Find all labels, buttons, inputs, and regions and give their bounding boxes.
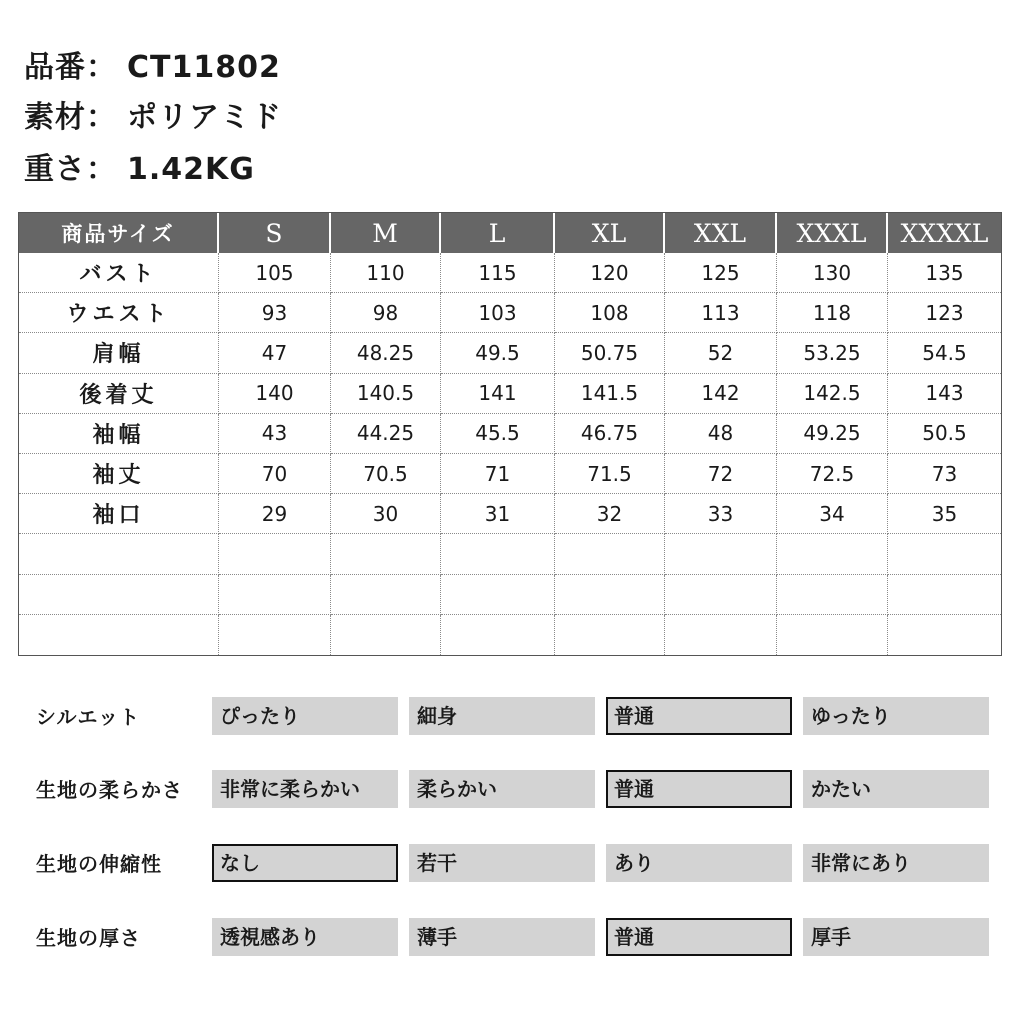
size-header-cell: XL	[555, 213, 665, 253]
measurement-label: 袖幅	[19, 414, 219, 454]
weight-value: 1.42KG	[127, 152, 255, 187]
measurement-value	[777, 575, 888, 615]
attribute-option: ぴったり	[212, 697, 398, 735]
separator: ：	[86, 100, 117, 135]
measurement-value: 70	[219, 454, 331, 494]
measurement-label: 袖口	[19, 494, 219, 534]
measurement-value: 50.5	[888, 414, 1001, 454]
measurement-label	[19, 534, 219, 574]
measurement-value: 110	[331, 253, 441, 293]
attribute-label: シルエット	[36, 705, 141, 729]
measurement-value: 125	[665, 253, 777, 293]
attribute-row	[0, 770, 1024, 810]
measurement-value: 113	[665, 293, 777, 333]
size-header-cell: XXL	[665, 213, 777, 253]
measurement-value	[331, 534, 441, 574]
measurement-value: 30	[331, 494, 441, 534]
product-number-value: CT11802	[127, 50, 281, 85]
measurement-value: 50.75	[555, 333, 665, 373]
measurement-value: 31	[441, 494, 555, 534]
attribute-option: 透視感あり	[212, 918, 398, 956]
measurement-value: 70.5	[331, 454, 441, 494]
measurement-value: 140.5	[331, 374, 441, 414]
measurement-value	[441, 615, 555, 655]
measurement-label	[19, 615, 219, 655]
size-header-cell: S	[219, 213, 331, 253]
measurement-value: 44.25	[331, 414, 441, 454]
measurement-value	[888, 534, 1001, 574]
measurement-value: 73	[888, 454, 1001, 494]
measurement-value: 123	[888, 293, 1001, 333]
measurement-value: 108	[555, 293, 665, 333]
attribute-option: ゆったり	[803, 697, 989, 735]
attribute-row	[0, 697, 1024, 737]
measurement-value: 29	[219, 494, 331, 534]
attribute-option: あり	[606, 844, 792, 882]
measurement-value: 71	[441, 454, 555, 494]
measurement-value	[777, 615, 888, 655]
measurement-value: 72.5	[777, 454, 888, 494]
measurement-value	[219, 575, 331, 615]
measurement-value: 135	[888, 253, 1001, 293]
attribute-option: 細身	[409, 697, 595, 735]
attribute-option: 薄手	[409, 918, 595, 956]
attribute-label: 生地の伸縮性	[36, 852, 162, 876]
spec-material	[24, 92, 282, 136]
measurement-value: 105	[219, 253, 331, 293]
measurement-value	[888, 615, 1001, 655]
measurement-value: 48	[665, 414, 777, 454]
spec-product-number	[24, 42, 281, 86]
measurement-value	[441, 534, 555, 574]
attribute-option: 非常に柔らかい	[212, 770, 398, 808]
measurement-value: 118	[777, 293, 888, 333]
size-header-cell: XXXXL	[888, 213, 1001, 253]
measurement-value: 34	[777, 494, 888, 534]
measurement-value: 120	[555, 253, 665, 293]
measurement-label: 後着丈	[19, 374, 219, 414]
attribute-option-selected: 普通	[606, 918, 792, 956]
measurement-value	[665, 534, 777, 574]
measurement-value: 142	[665, 374, 777, 414]
measurement-value: 143	[888, 374, 1001, 414]
measurement-value	[777, 534, 888, 574]
measurement-value: 52	[665, 333, 777, 373]
measurement-value	[219, 615, 331, 655]
measurement-value: 46.75	[555, 414, 665, 454]
measurement-value: 93	[219, 293, 331, 333]
size-header-cell: M	[331, 213, 441, 253]
measurement-value: 115	[441, 253, 555, 293]
measurement-value: 72	[665, 454, 777, 494]
measurement-value: 141	[441, 374, 555, 414]
material-label: 素材	[24, 100, 86, 135]
attribute-option-selected: 普通	[606, 770, 792, 808]
attribute-option: 若干	[409, 844, 595, 882]
measurement-value: 140	[219, 374, 331, 414]
measurement-value	[331, 575, 441, 615]
measurement-value: 49.25	[777, 414, 888, 454]
separator: ：	[86, 50, 117, 85]
measurement-value	[888, 575, 1001, 615]
attribute-label: 生地の厚さ	[36, 926, 141, 950]
measurement-value: 45.5	[441, 414, 555, 454]
measurement-value: 142.5	[777, 374, 888, 414]
attribute-option-selected: なし	[212, 844, 398, 882]
measurement-value	[331, 615, 441, 655]
measurement-value: 33	[665, 494, 777, 534]
measurement-label	[19, 575, 219, 615]
size-header-cell: XXXL	[777, 213, 888, 253]
measurement-value: 49.5	[441, 333, 555, 373]
measurement-value	[441, 575, 555, 615]
measurement-value: 35	[888, 494, 1001, 534]
attribute-label: 生地の柔らかさ	[36, 778, 183, 802]
measurement-value: 98	[331, 293, 441, 333]
product-number-label: 品番	[24, 50, 86, 85]
attribute-option: 厚手	[803, 918, 989, 956]
measurement-label: ウエスト	[19, 293, 219, 333]
spec-weight	[24, 144, 255, 188]
measurement-value: 130	[777, 253, 888, 293]
measurement-value	[555, 575, 665, 615]
measurement-value	[555, 534, 665, 574]
size-header-cell: L	[441, 213, 555, 253]
material-value: ポリアミド	[127, 100, 282, 135]
measurement-label: 肩幅	[19, 333, 219, 373]
attribute-option-selected: 普通	[606, 697, 792, 735]
measurement-value: 71.5	[555, 454, 665, 494]
weight-label: 重さ	[24, 152, 86, 187]
measurement-value	[665, 615, 777, 655]
size-table	[18, 212, 1002, 656]
measurement-value: 32	[555, 494, 665, 534]
measurement-value	[665, 575, 777, 615]
attribute-option: かたい	[803, 770, 989, 808]
attribute-option: 柔らかい	[409, 770, 595, 808]
measurement-value: 43	[219, 414, 331, 454]
measurement-value: 103	[441, 293, 555, 333]
attribute-row	[0, 844, 1024, 884]
attribute-option: 非常にあり	[803, 844, 989, 882]
separator: ：	[86, 152, 117, 187]
measurement-value: 53.25	[777, 333, 888, 373]
size-header-label: 商品サイズ	[19, 213, 219, 253]
measurement-value	[219, 534, 331, 574]
measurement-value: 54.5	[888, 333, 1001, 373]
measurement-label: 袖丈	[19, 454, 219, 494]
measurement-value: 48.25	[331, 333, 441, 373]
measurement-label: バスト	[19, 253, 219, 293]
measurement-value: 47	[219, 333, 331, 373]
attribute-row	[0, 918, 1024, 958]
measurement-value: 141.5	[555, 374, 665, 414]
measurement-value	[555, 615, 665, 655]
